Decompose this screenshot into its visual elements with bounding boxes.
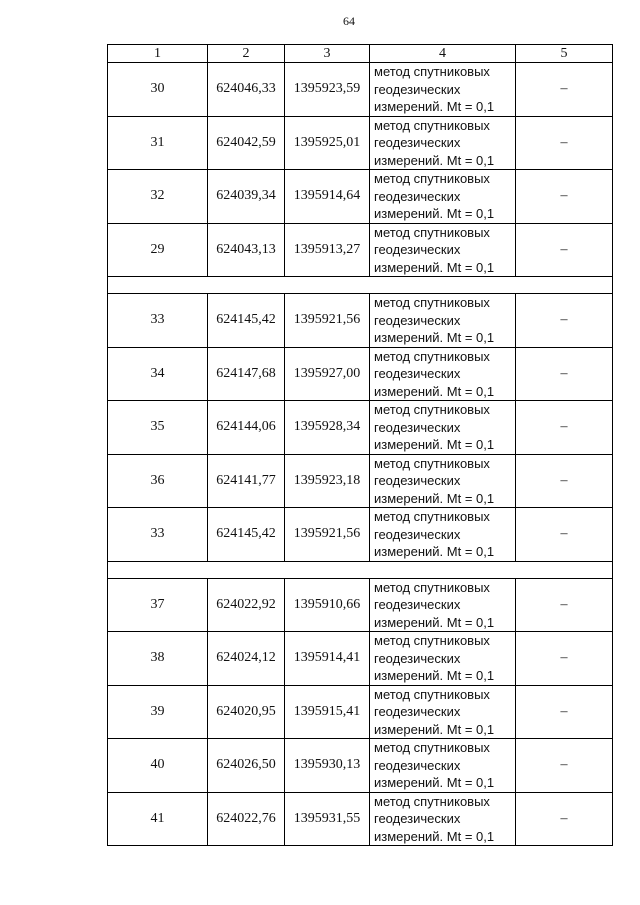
cell-y-coordinate: 1395915,41 bbox=[285, 685, 370, 739]
method-line: измерений. Mt = 0,1 bbox=[374, 206, 495, 221]
method-line: измерений. Mt = 0,1 bbox=[374, 544, 495, 559]
table-row bbox=[108, 632, 613, 686]
cell-method bbox=[370, 792, 516, 846]
cell-y-coordinate: 1395913,27 bbox=[285, 223, 370, 277]
cell-method bbox=[370, 578, 516, 632]
table-row bbox=[108, 792, 613, 846]
method-line: геодезических bbox=[374, 81, 461, 97]
cell-note: – bbox=[516, 508, 613, 562]
cell-method bbox=[370, 63, 516, 117]
header-cell-3: 3 bbox=[285, 45, 370, 63]
method-line: метод спутниковых bbox=[374, 224, 490, 240]
cell-point-number: 41 bbox=[108, 792, 208, 846]
cell-method bbox=[370, 508, 516, 562]
method-line: геодезических bbox=[374, 704, 461, 719]
cell-point-number: 30 bbox=[108, 63, 208, 117]
cell-x-coordinate: 624046,33 bbox=[208, 63, 285, 117]
cell-point-number: 35 bbox=[108, 401, 208, 455]
method-line: измерений. Mt = 0,1 bbox=[374, 152, 495, 168]
header-cell-4: 4 bbox=[370, 45, 516, 63]
method-line: измерений. Mt = 0,1 bbox=[374, 330, 495, 345]
cell-x-coordinate: 624022,92 bbox=[208, 578, 285, 632]
cell-point-number: 33 bbox=[108, 294, 208, 348]
cell-method bbox=[370, 632, 516, 686]
cell-y-coordinate: 1395931,55 bbox=[285, 792, 370, 846]
method-line: измерений. Mt = 0,1 bbox=[374, 668, 495, 683]
cell-method bbox=[370, 401, 516, 455]
cell-y-coordinate: 1395914,41 bbox=[285, 632, 370, 686]
cell-note: – bbox=[516, 223, 613, 277]
cell-note: – bbox=[516, 739, 613, 793]
method-line: измерений. Mt = 0,1 bbox=[374, 614, 495, 630]
method-line: геодезических bbox=[374, 811, 461, 826]
table-header bbox=[108, 45, 613, 63]
cell-note: – bbox=[516, 454, 613, 508]
method-line: геодезических bbox=[374, 526, 461, 542]
cell-point-number: 37 bbox=[108, 578, 208, 632]
cell-note: – bbox=[516, 632, 613, 686]
table-row bbox=[108, 401, 613, 455]
method-line: метод спутниковых bbox=[374, 579, 490, 595]
method-line: измерений. Mt = 0,1 bbox=[374, 490, 495, 506]
cell-point-number: 31 bbox=[108, 116, 208, 170]
method-line: метод спутниковых bbox=[374, 117, 490, 133]
cell-note: – bbox=[516, 170, 613, 224]
cell-y-coordinate: 1395927,00 bbox=[285, 347, 370, 401]
cell-y-coordinate: 1395930,13 bbox=[285, 739, 370, 793]
cell-y-coordinate: 1395923,59 bbox=[285, 63, 370, 117]
method-line: геодезических bbox=[374, 597, 461, 612]
header-cell-2: 2 bbox=[208, 45, 285, 63]
method-line: измерений. Mt = 0,1 bbox=[374, 383, 495, 399]
method-line: геодезических bbox=[374, 757, 461, 773]
table-row bbox=[108, 454, 613, 508]
cell-method bbox=[370, 116, 516, 170]
cell-note: – bbox=[516, 792, 613, 846]
cell-x-coordinate: 624144,06 bbox=[208, 401, 285, 455]
method-line: измерений. Mt = 0,1 bbox=[374, 99, 495, 114]
table-row bbox=[108, 508, 613, 562]
group-separator-row bbox=[108, 561, 613, 578]
method-line: метод спутниковых bbox=[374, 455, 490, 471]
method-line: измерений. Mt = 0,1 bbox=[374, 721, 495, 737]
cell-note: – bbox=[516, 294, 613, 348]
table-row bbox=[108, 170, 613, 224]
cell-x-coordinate: 624024,12 bbox=[208, 632, 285, 686]
cell-point-number: 36 bbox=[108, 454, 208, 508]
cell-y-coordinate: 1395928,34 bbox=[285, 401, 370, 455]
cell-y-coordinate: 1395921,56 bbox=[285, 294, 370, 348]
method-line: метод спутниковых bbox=[374, 171, 490, 186]
method-line: геодезических bbox=[374, 135, 461, 150]
group-separator-row bbox=[108, 277, 613, 294]
cell-method bbox=[370, 170, 516, 224]
group-separator-cell bbox=[108, 561, 613, 578]
cell-x-coordinate: 624039,34 bbox=[208, 170, 285, 224]
table-row bbox=[108, 739, 613, 793]
table-body bbox=[108, 63, 613, 846]
cell-point-number: 38 bbox=[108, 632, 208, 686]
cell-y-coordinate: 1395923,18 bbox=[285, 454, 370, 508]
method-line: метод спутниковых bbox=[374, 348, 490, 364]
method-line: геодезических bbox=[374, 312, 461, 328]
method-line: метод спутниковых bbox=[374, 295, 490, 310]
cell-point-number: 40 bbox=[108, 739, 208, 793]
cell-point-number: 39 bbox=[108, 685, 208, 739]
method-line: метод спутниковых bbox=[374, 740, 490, 755]
cell-x-coordinate: 624042,59 bbox=[208, 116, 285, 170]
method-line: измерений. Mt = 0,1 bbox=[374, 828, 495, 844]
header-cell-1: 1 bbox=[108, 45, 208, 63]
header-cell-5: 5 bbox=[516, 45, 613, 63]
cell-method bbox=[370, 685, 516, 739]
group-separator-cell bbox=[108, 277, 613, 294]
cell-y-coordinate: 1395921,56 bbox=[285, 508, 370, 562]
cell-x-coordinate: 624022,76 bbox=[208, 792, 285, 846]
page-number: 64 bbox=[343, 14, 355, 28]
method-line: метод спутниковых bbox=[374, 793, 490, 809]
cell-y-coordinate: 1395914,64 bbox=[285, 170, 370, 224]
cell-note: – bbox=[516, 685, 613, 739]
table-row bbox=[108, 116, 613, 170]
method-line: измерений. Mt = 0,1 bbox=[374, 437, 495, 452]
method-line: метод спутниковых bbox=[374, 64, 490, 79]
cell-x-coordinate: 624145,42 bbox=[208, 294, 285, 348]
cell-x-coordinate: 624020,95 bbox=[208, 685, 285, 739]
cell-note: – bbox=[516, 116, 613, 170]
method-line: метод спутниковых bbox=[374, 509, 490, 524]
cell-method bbox=[370, 347, 516, 401]
cell-method bbox=[370, 454, 516, 508]
cell-method bbox=[370, 294, 516, 348]
method-line: геодезических bbox=[374, 419, 461, 435]
cell-y-coordinate: 1395910,66 bbox=[285, 578, 370, 632]
method-line: измерений. Mt = 0,1 bbox=[374, 775, 495, 790]
cell-x-coordinate: 624043,13 bbox=[208, 223, 285, 277]
cell-note: – bbox=[516, 401, 613, 455]
method-line: геодезических bbox=[374, 650, 461, 666]
cell-x-coordinate: 624145,42 bbox=[208, 508, 285, 562]
table-row bbox=[108, 223, 613, 277]
cell-point-number: 32 bbox=[108, 170, 208, 224]
coordinates-table bbox=[107, 44, 613, 846]
method-line: метод спутниковых bbox=[374, 633, 490, 648]
table-row bbox=[108, 63, 613, 117]
cell-x-coordinate: 624026,50 bbox=[208, 739, 285, 793]
cell-y-coordinate: 1395925,01 bbox=[285, 116, 370, 170]
cell-point-number: 34 bbox=[108, 347, 208, 401]
cell-method bbox=[370, 739, 516, 793]
cell-note: – bbox=[516, 347, 613, 401]
cell-point-number: 33 bbox=[108, 508, 208, 562]
cell-point-number: 29 bbox=[108, 223, 208, 277]
cell-note: – bbox=[516, 63, 613, 117]
table-row bbox=[108, 347, 613, 401]
cell-x-coordinate: 624141,77 bbox=[208, 454, 285, 508]
method-line: геодезических bbox=[374, 366, 461, 381]
table-row bbox=[108, 294, 613, 348]
method-line: метод спутниковых bbox=[374, 686, 490, 702]
method-line: геодезических bbox=[374, 473, 461, 488]
cell-note: – bbox=[516, 578, 613, 632]
table-row bbox=[108, 685, 613, 739]
cell-x-coordinate: 624147,68 bbox=[208, 347, 285, 401]
method-line: метод спутниковых bbox=[374, 402, 490, 417]
table-header-row bbox=[108, 45, 613, 63]
table-row bbox=[108, 578, 613, 632]
method-line: геодезических bbox=[374, 188, 461, 204]
cell-method bbox=[370, 223, 516, 277]
method-line: геодезических bbox=[374, 242, 461, 257]
method-line: измерений. Mt = 0,1 bbox=[374, 259, 495, 275]
